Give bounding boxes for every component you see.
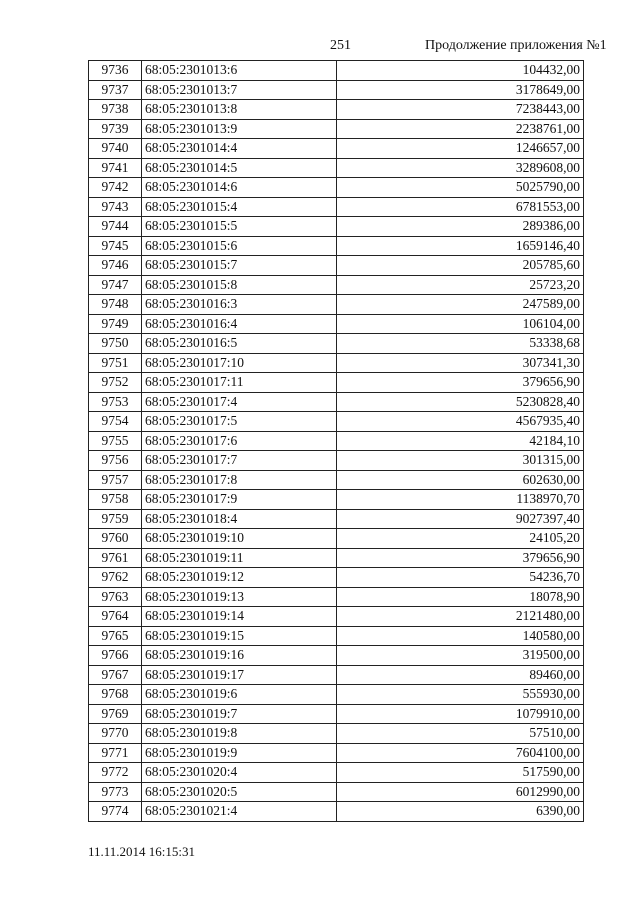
cadastral-number: 68:05:2301018:4 — [142, 509, 337, 529]
table-row — [89, 509, 584, 529]
cadastral-number: 68:05:2301019:9 — [142, 743, 337, 763]
cadastral-number: 68:05:2301015:4 — [142, 197, 337, 217]
cadastral-number: 68:05:2301019:8 — [142, 724, 337, 744]
cadastral-number: 68:05:2301014:6 — [142, 178, 337, 198]
row-number: 9744 — [89, 217, 142, 237]
page-number: 251 — [330, 38, 351, 53]
cadastral-number: 68:05:2301019:11 — [142, 548, 337, 568]
table-row — [89, 295, 584, 315]
table-row — [89, 392, 584, 412]
table-row — [89, 275, 584, 295]
row-number: 9767 — [89, 665, 142, 685]
table-row — [89, 763, 584, 783]
table-row — [89, 119, 584, 139]
row-number: 9766 — [89, 646, 142, 666]
row-number: 9741 — [89, 158, 142, 178]
table-row — [89, 685, 584, 705]
row-number: 9738 — [89, 100, 142, 120]
table-row — [89, 373, 584, 393]
cadastral-value: 289386,00 — [337, 217, 584, 237]
cadastral-number: 68:05:2301017:6 — [142, 431, 337, 451]
cadastral-number: 68:05:2301014:4 — [142, 139, 337, 159]
row-number: 9739 — [89, 119, 142, 139]
table-row — [89, 61, 584, 81]
cadastral-number: 68:05:2301019:14 — [142, 607, 337, 627]
cadastral-value: 1138970,70 — [337, 490, 584, 510]
cadastral-value: 2121480,00 — [337, 607, 584, 627]
table-row — [89, 334, 584, 354]
cadastral-value: 24105,20 — [337, 529, 584, 549]
cadastral-value: 602630,00 — [337, 470, 584, 490]
table-row — [89, 568, 584, 588]
table-row — [89, 217, 584, 237]
row-number: 9760 — [89, 529, 142, 549]
cadastral-value: 6781553,00 — [337, 197, 584, 217]
cadastral-number: 68:05:2301019:7 — [142, 704, 337, 724]
row-number: 9765 — [89, 626, 142, 646]
cadastral-number: 68:05:2301015:7 — [142, 256, 337, 276]
cadastral-value: 42184,10 — [337, 431, 584, 451]
row-number: 9754 — [89, 412, 142, 432]
row-number: 9751 — [89, 353, 142, 373]
cadastral-value: 140580,00 — [337, 626, 584, 646]
row-number: 9758 — [89, 490, 142, 510]
table-row — [89, 139, 584, 159]
cadastral-number: 68:05:2301019:16 — [142, 646, 337, 666]
table-row — [89, 646, 584, 666]
cadastral-value: 7238443,00 — [337, 100, 584, 120]
cadastral-number: 68:05:2301017:7 — [142, 451, 337, 471]
cadastral-value-table — [88, 60, 584, 822]
cadastral-value: 3178649,00 — [337, 80, 584, 100]
cadastral-number: 68:05:2301015:8 — [142, 275, 337, 295]
table-row — [89, 431, 584, 451]
row-number: 9753 — [89, 392, 142, 412]
cadastral-value: 517590,00 — [337, 763, 584, 783]
row-number: 9764 — [89, 607, 142, 627]
cadastral-number: 68:05:2301013:8 — [142, 100, 337, 120]
row-number: 9755 — [89, 431, 142, 451]
table-row — [89, 236, 584, 256]
row-number: 9757 — [89, 470, 142, 490]
cadastral-number: 68:05:2301017:9 — [142, 490, 337, 510]
appendix-continuation-title: Продолжение приложения №1 — [425, 38, 607, 53]
cadastral-value: 5230828,40 — [337, 392, 584, 412]
table-row — [89, 178, 584, 198]
cadastral-number: 68:05:2301019:13 — [142, 587, 337, 607]
cadastral-value: 379656,90 — [337, 548, 584, 568]
table-row — [89, 314, 584, 334]
row-number: 9749 — [89, 314, 142, 334]
table-row — [89, 802, 584, 822]
cadastral-value: 53338,68 — [337, 334, 584, 354]
cadastral-value: 205785,60 — [337, 256, 584, 276]
row-number: 9768 — [89, 685, 142, 705]
cadastral-value: 5025790,00 — [337, 178, 584, 198]
row-number: 9756 — [89, 451, 142, 471]
cadastral-value: 379656,90 — [337, 373, 584, 393]
row-number: 9752 — [89, 373, 142, 393]
table-row — [89, 665, 584, 685]
cadastral-number: 68:05:2301016:4 — [142, 314, 337, 334]
cadastral-number: 68:05:2301014:5 — [142, 158, 337, 178]
cadastral-value: 3289608,00 — [337, 158, 584, 178]
row-number: 9774 — [89, 802, 142, 822]
cadastral-number: 68:05:2301013:6 — [142, 61, 337, 81]
cadastral-number: 68:05:2301020:5 — [142, 782, 337, 802]
cadastral-value: 1079910,00 — [337, 704, 584, 724]
cadastral-value: 57510,00 — [337, 724, 584, 744]
row-number: 9762 — [89, 568, 142, 588]
row-number: 9743 — [89, 197, 142, 217]
cadastral-value: 106104,00 — [337, 314, 584, 334]
row-number: 9748 — [89, 295, 142, 315]
cadastral-number: 68:05:2301017:5 — [142, 412, 337, 432]
row-number: 9737 — [89, 80, 142, 100]
cadastral-number: 68:05:2301020:4 — [142, 763, 337, 783]
cadastral-number: 68:05:2301013:7 — [142, 80, 337, 100]
table-row — [89, 548, 584, 568]
row-number: 9759 — [89, 509, 142, 529]
cadastral-value: 104432,00 — [337, 61, 584, 81]
cadastral-number: 68:05:2301019:17 — [142, 665, 337, 685]
cadastral-value: 89460,00 — [337, 665, 584, 685]
cadastral-value: 319500,00 — [337, 646, 584, 666]
row-number: 9736 — [89, 61, 142, 81]
row-number: 9773 — [89, 782, 142, 802]
cadastral-number: 68:05:2301017:11 — [142, 373, 337, 393]
table-row — [89, 782, 584, 802]
cadastral-number: 68:05:2301016:5 — [142, 334, 337, 354]
cadastral-value: 18078,90 — [337, 587, 584, 607]
cadastral-value: 4567935,40 — [337, 412, 584, 432]
cadastral-number: 68:05:2301019:12 — [142, 568, 337, 588]
row-number: 9742 — [89, 178, 142, 198]
cadastral-value: 7604100,00 — [337, 743, 584, 763]
row-number: 9746 — [89, 256, 142, 276]
table-row — [89, 704, 584, 724]
cadastral-value: 1659146,40 — [337, 236, 584, 256]
table-row — [89, 626, 584, 646]
cadastral-value: 1246657,00 — [337, 139, 584, 159]
cadastral-value: 54236,70 — [337, 568, 584, 588]
table-row — [89, 353, 584, 373]
table-row — [89, 724, 584, 744]
table-row — [89, 100, 584, 120]
table-row — [89, 607, 584, 627]
row-number: 9740 — [89, 139, 142, 159]
row-number: 9747 — [89, 275, 142, 295]
table-row — [89, 743, 584, 763]
cadastral-number: 68:05:2301019:15 — [142, 626, 337, 646]
row-number: 9769 — [89, 704, 142, 724]
cadastral-number: 68:05:2301019:6 — [142, 685, 337, 705]
cadastral-value: 307341,30 — [337, 353, 584, 373]
row-number: 9770 — [89, 724, 142, 744]
row-number: 9772 — [89, 763, 142, 783]
table-row — [89, 451, 584, 471]
print-timestamp: 11.11.2014 16:15:31 — [88, 844, 196, 859]
row-number: 9761 — [89, 548, 142, 568]
table-body — [89, 61, 584, 822]
table-row — [89, 587, 584, 607]
cadastral-number: 68:05:2301017:4 — [142, 392, 337, 412]
table-row — [89, 80, 584, 100]
cadastral-number: 68:05:2301013:9 — [142, 119, 337, 139]
row-number: 9750 — [89, 334, 142, 354]
table-row — [89, 412, 584, 432]
cadastral-value: 555930,00 — [337, 685, 584, 705]
table-row — [89, 197, 584, 217]
cadastral-value: 301315,00 — [337, 451, 584, 471]
row-number: 9745 — [89, 236, 142, 256]
row-number: 9763 — [89, 587, 142, 607]
cadastral-number: 68:05:2301016:3 — [142, 295, 337, 315]
cadastral-number: 68:05:2301017:8 — [142, 470, 337, 490]
cadastral-number: 68:05:2301021:4 — [142, 802, 337, 822]
cadastral-value: 6390,00 — [337, 802, 584, 822]
cadastral-value: 247589,00 — [337, 295, 584, 315]
table-row — [89, 470, 584, 490]
cadastral-number: 68:05:2301019:10 — [142, 529, 337, 549]
cadastral-value: 9027397,40 — [337, 509, 584, 529]
cadastral-number: 68:05:2301015:5 — [142, 217, 337, 237]
cadastral-number: 68:05:2301017:10 — [142, 353, 337, 373]
table-row — [89, 529, 584, 549]
cadastral-value: 2238761,00 — [337, 119, 584, 139]
table-row — [89, 256, 584, 276]
table-row — [89, 158, 584, 178]
table-row — [89, 490, 584, 510]
cadastral-value: 25723,20 — [337, 275, 584, 295]
cadastral-value: 6012990,00 — [337, 782, 584, 802]
cadastral-number: 68:05:2301015:6 — [142, 236, 337, 256]
row-number: 9771 — [89, 743, 142, 763]
